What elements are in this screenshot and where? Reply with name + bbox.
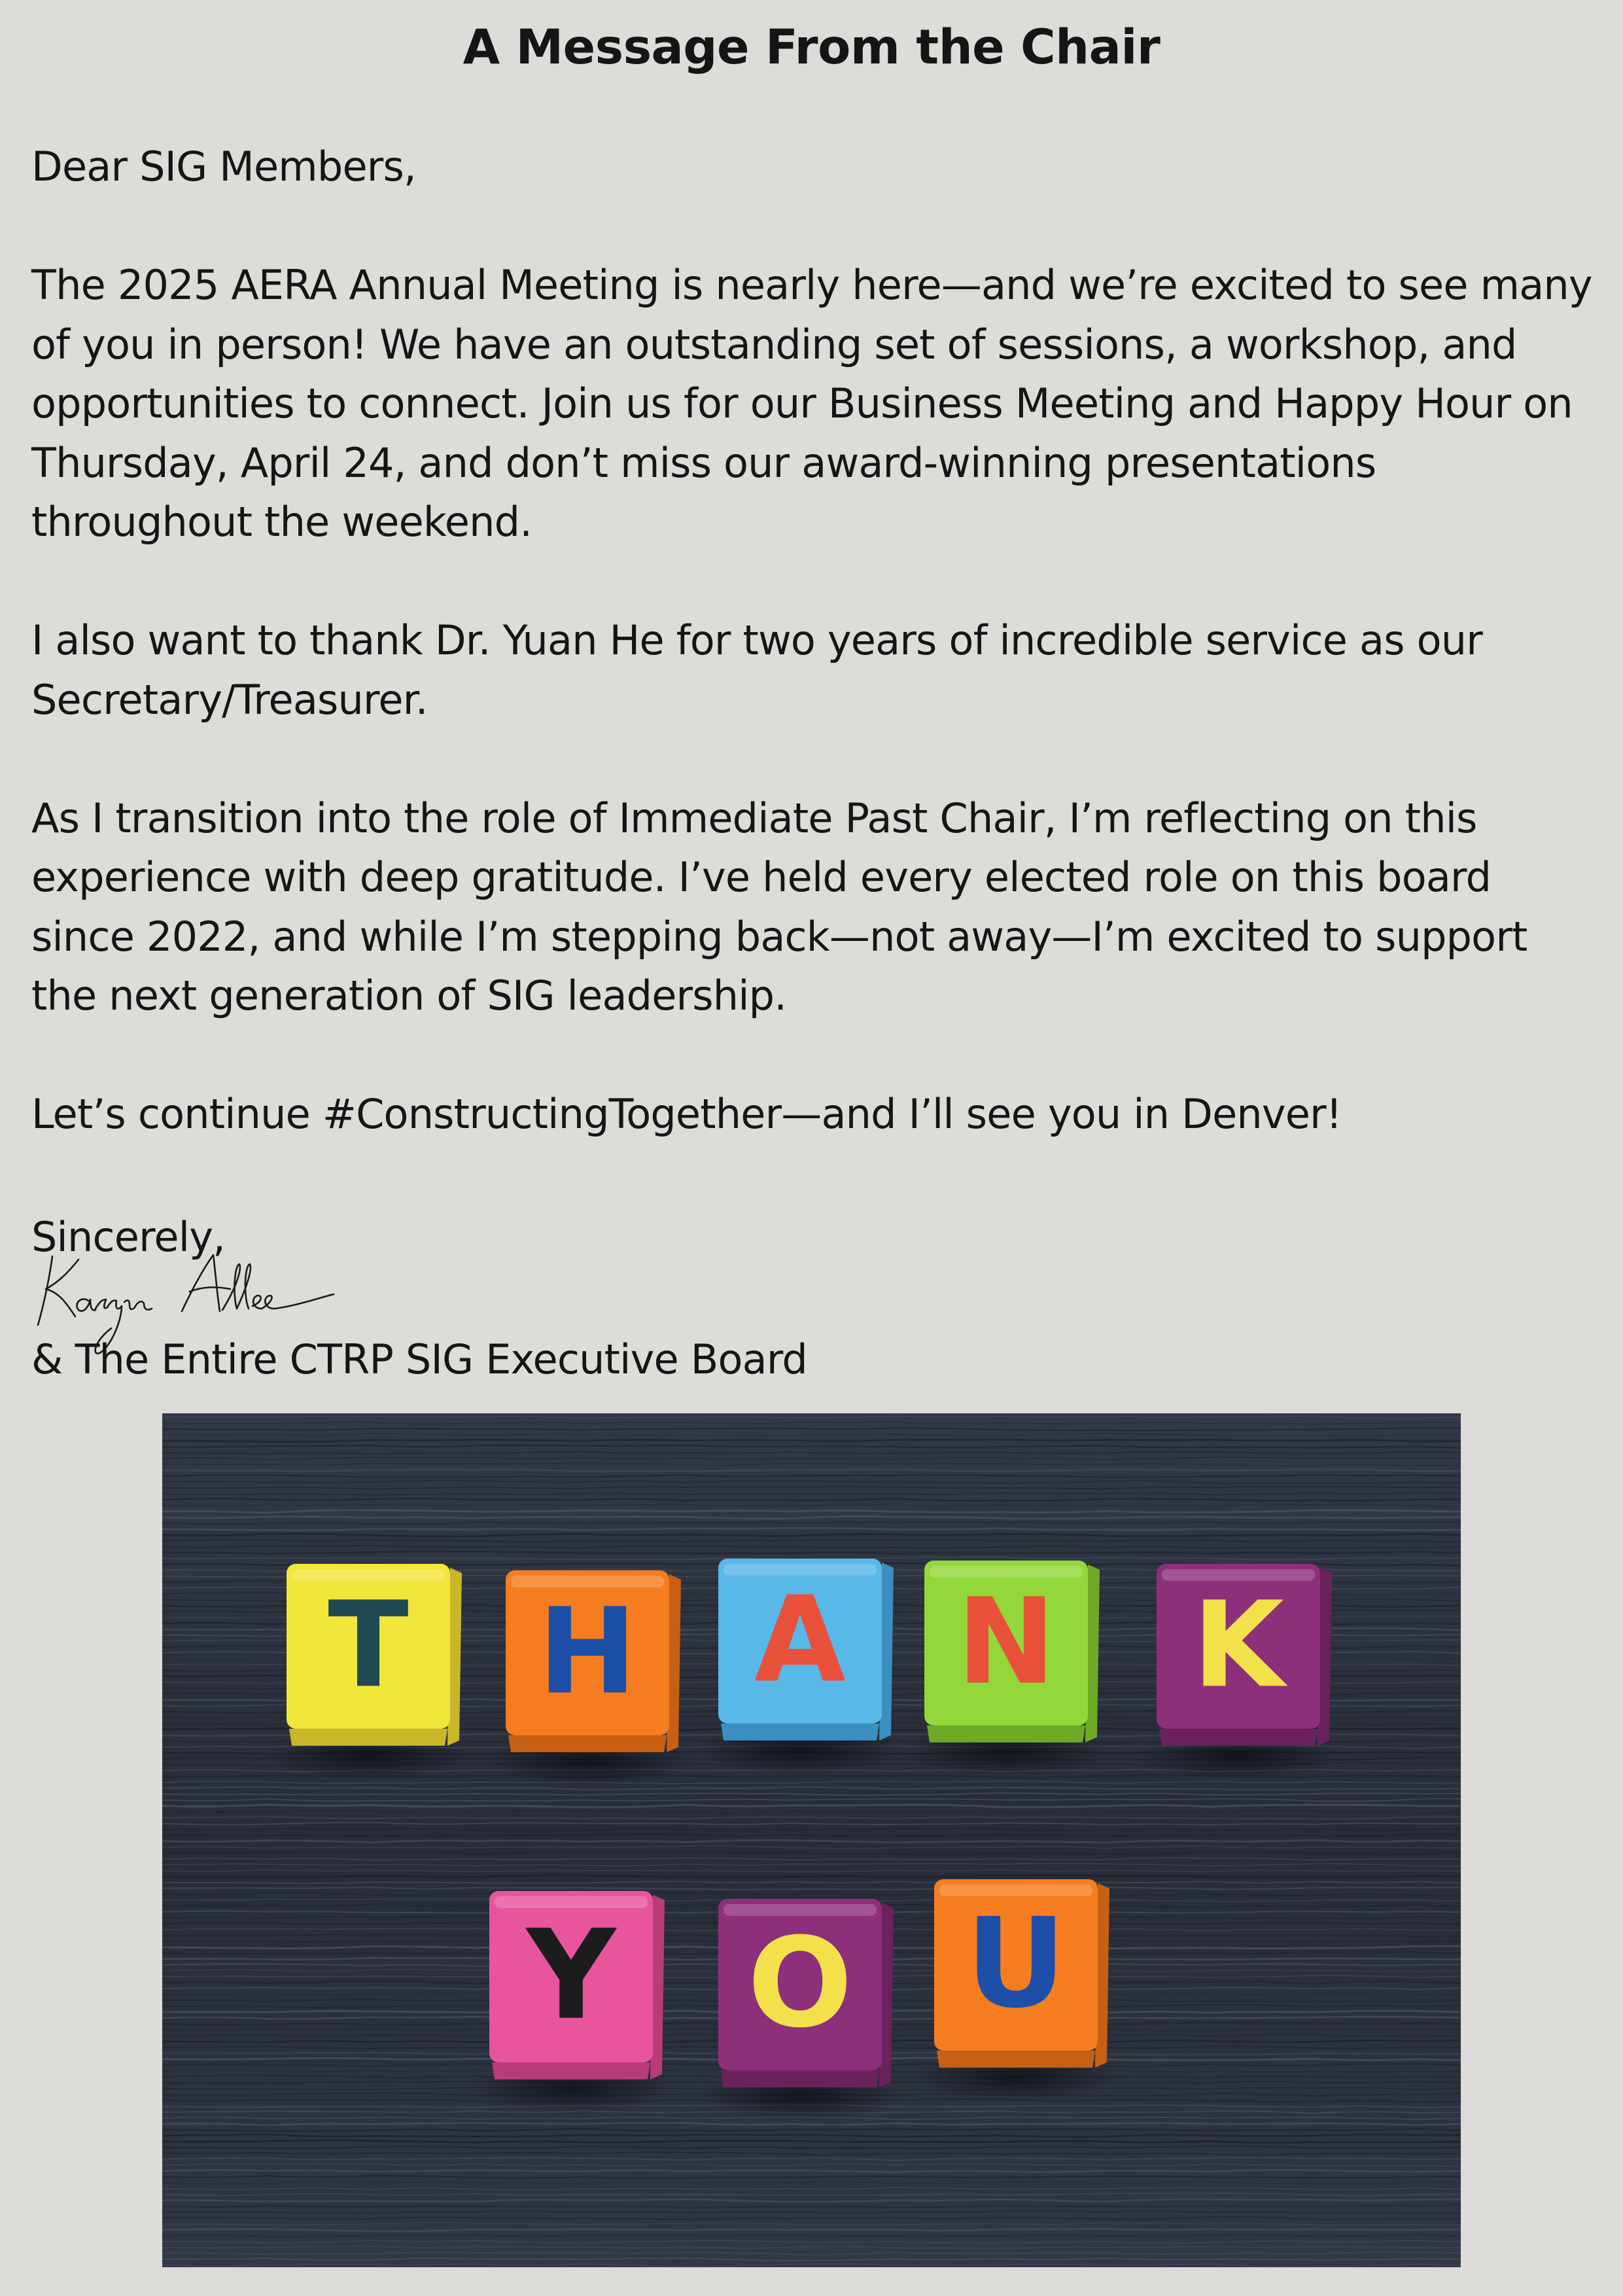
letter-body (31, 137, 1598, 1203)
page-title: A Message From the Chair (462, 20, 1161, 75)
block-h-1 (486, 1570, 689, 1786)
salutation: Dear SIG Members, (31, 143, 416, 190)
paragraph-closing-line: Let’s continue #ConstructingTogether—and I’ll see you in Denver! (31, 1090, 1342, 1138)
paragraph-annual-meeting: The 2025 AERA Annual Meeting is nearly here—and we’re excited to see many of you in person! We have an outstanding set of sessions, a workshop, and opportunities to connect. Join us for our Business Meeting and Happy Hour on Thursday, April 24, and don’t miss our award-winning presentations throughout the weekend. (31, 261, 1592, 546)
block-letter: Y (526, 1903, 616, 2047)
block-letter: T (328, 1576, 409, 1714)
block-k-4 (1137, 1564, 1340, 1780)
block-letter: N (956, 1572, 1056, 1711)
block-n-3 (905, 1561, 1108, 1776)
block-letter: A (754, 1570, 846, 1709)
photo-illustration (162, 1413, 1461, 2267)
block-letter: K (1192, 1576, 1285, 1714)
block-letter: O (747, 1911, 853, 2055)
block-t-0 (267, 1564, 470, 1780)
block-letter: H (538, 1582, 637, 1721)
paragraph-transition: As I transition into the role of Immediate Past Chair, I’m reflecting on this experience with deep gratitude. I’ve held every elected role on this board since 2022, and while I’m stepping back—not away—I’m excited to support the next generation of SIG leadership. (31, 794, 1527, 1019)
paragraph-thanks: I also want to thank Dr. Yuan He for two years of incredible service as our Secretary/Treasurer. (31, 616, 1482, 724)
closing: Sincerely, (31, 1213, 226, 1261)
blocks-row-thank (267, 1559, 1340, 1786)
board-signoff: & The Entire CTRP SIG Executive Board (31, 1335, 807, 1383)
thank-you-blocks-photo (162, 1413, 1461, 2267)
blocks-row-you (470, 1879, 1117, 2121)
block-a-2 (699, 1559, 901, 1775)
block-u-row2-2 (915, 1879, 1117, 2102)
block-letter: U (966, 1891, 1066, 2036)
block-o-row2-1 (699, 1899, 901, 2121)
block-y-row2-0 (470, 1891, 672, 2113)
